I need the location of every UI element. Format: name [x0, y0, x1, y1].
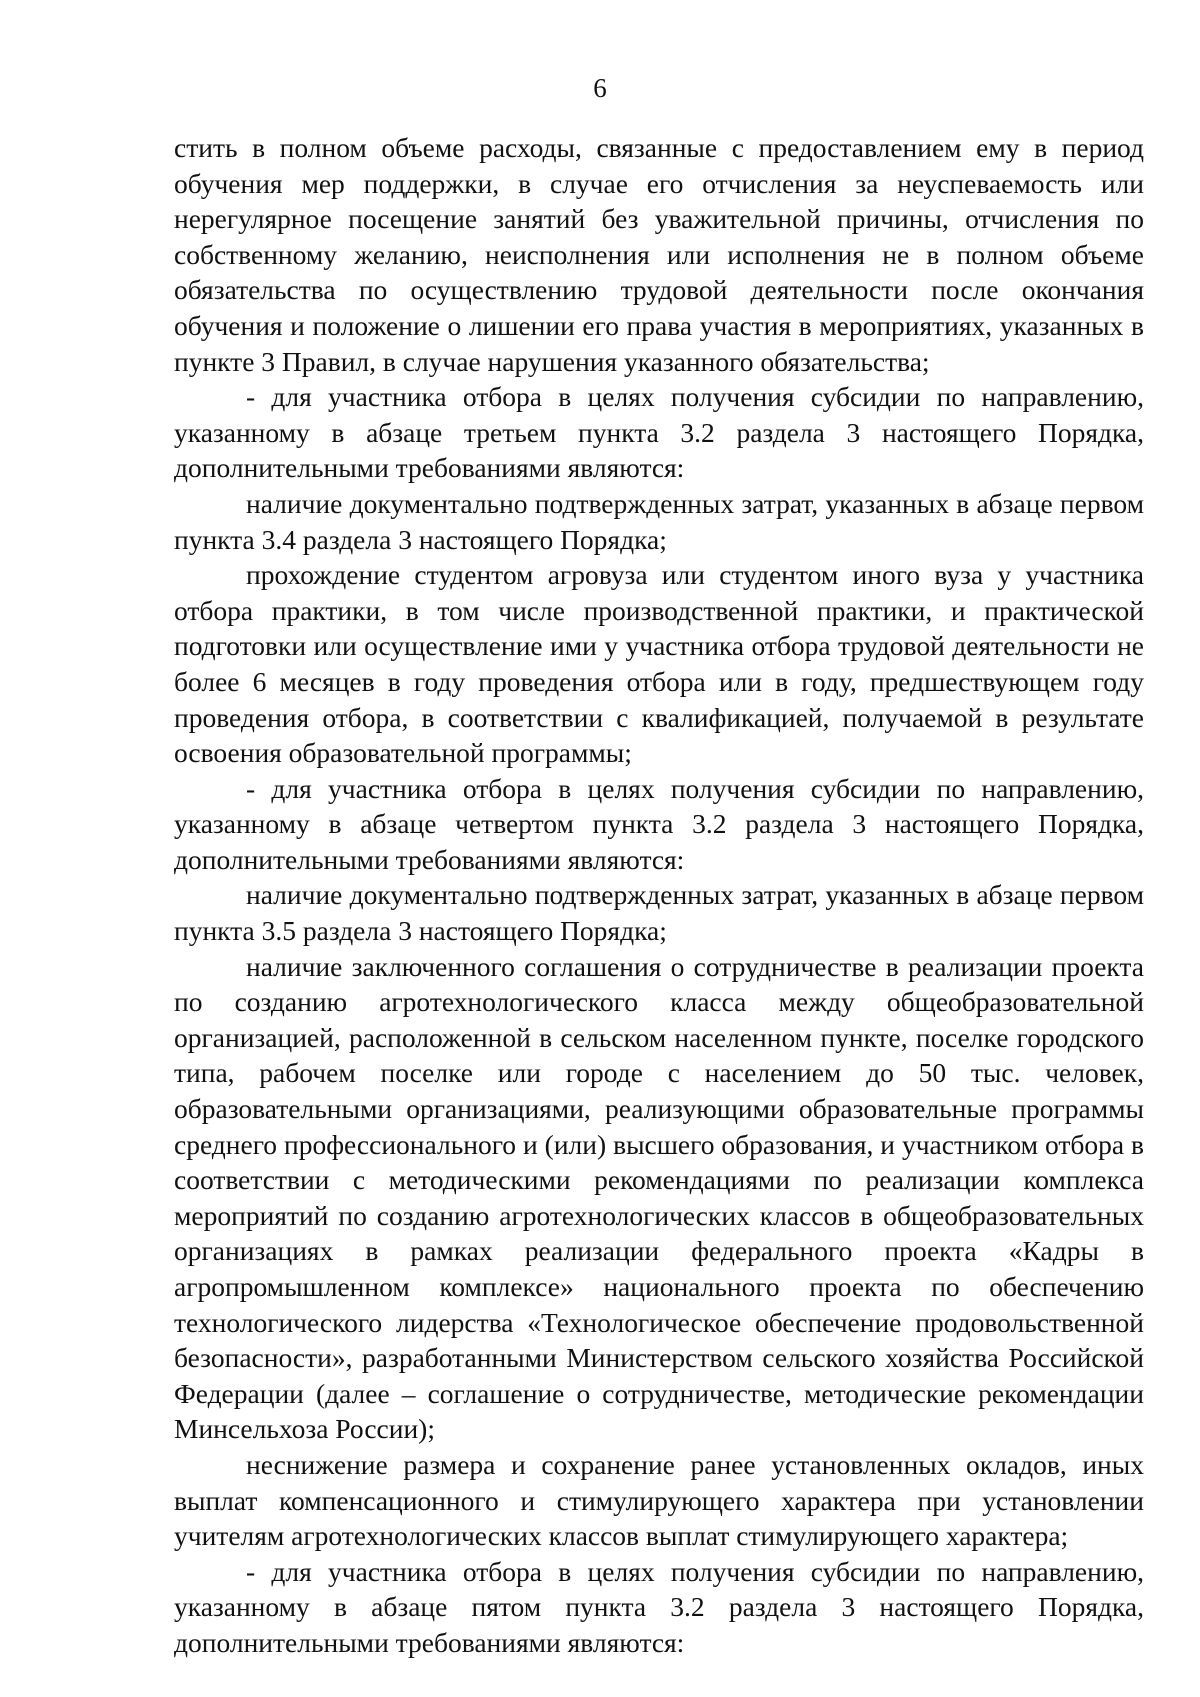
paragraph-costs-3-5: наличие документально подтвержденных затрат, указанных в абзаце первом пункта 3.5 раздела 3 настоящего Порядка;: [174, 879, 1144, 947]
paragraph-requirements-third: - для участника отбора в целях получения субсидии по направлению, указанному в абзаце третьем пункта 3.2 раздела 3 настоящего Порядка, дополнительными требованиями являются:: [174, 381, 1144, 484]
paragraph-requirements-fourth: - для участника отбора в целях получения субсидии по направлению, указанному в абзаце четвертом пункта 3.2 раздела 3 настоящего Порядка, дополнительными требованиями являются:: [174, 772, 1144, 875]
paragraph-student-practice: прохождение студентом агровуза или студентом иного вуза у участника отбора практики, в том числе производственной практики, и практической подготовки или осуществление ими у участника отбора трудовой деятельности не более 6 месяцев в году проведения отбора или в году, предшествующем году проведения отбора, в соответствии с квалификацией, получаемой в результате освоения образовательной программы;: [174, 559, 1144, 769]
paragraph-salary-preservation: неснижение размера и сохранение ранее установленных окладов, иных выплат компенсационного и стимулирующего характера при установлении учителям агротехнологических классов выплат стимулирующего характера;: [174, 1448, 1144, 1552]
paragraph-requirements-fifth: - для участника отбора в целях получения субсидии по направлению, указанному в абзаце пятом пункта 3.2 раздела 3 настоящего Порядка, дополнительными требованиями являются:: [174, 1555, 1144, 1658]
page-number: 6: [593, 73, 607, 103]
document-body: [174, 130, 1144, 1661]
paragraph-cooperation-agreement: наличие заключенного соглашения о сотрудничестве в реализации проекта по созданию агротехнологического класса между общеобразовательной организацией, расположенной в сельском населенном пункте, поселке городского типа, рабочем поселке или городе с населением до 50 тыс. человек, образовательными организациями, реализующими образовательные программы среднего профессионального и (или) высшего образования, и участником отбора в соответствии с методическими рекомендациями по реализации комплекса мероприятий по созданию агротехнологических классов в общеобразовательных организациях в рамках реализации федерального проекта «Кадры в агропромышленном комплексе» национального проекта по обеспечению технологического лидерства «Технологическое обеспечение продовольственной безопасности», разработанными Министерством сельского хозяйства Российской Федерации (далее – соглашение о сотрудничестве, методические рекомендации Минсельхоза России);: [174, 950, 1144, 1445]
paragraph-continuation: стить в полном объеме расходы, связанные с предоставлением ему в период обучения мер поддержки, в случае его отчисления за неуспеваемость или нерегулярное посещение занятий без уважительной причины, отчисления по собственному желанию, неисполнения или исполнения не в полном объеме обязательства по осуществлению трудовой деятельности после окончания обучения и положение о лишении его права участия в мероприятиях, указанных в пункте 3 Правил, в случае нарушения указанного обязательства;: [174, 132, 1144, 377]
paragraph-costs-3-4: наличие документально подтвержденных затрат, указанных в абзаце первом пункта 3.4 раздела 3 настоящего Порядка;: [174, 487, 1144, 555]
